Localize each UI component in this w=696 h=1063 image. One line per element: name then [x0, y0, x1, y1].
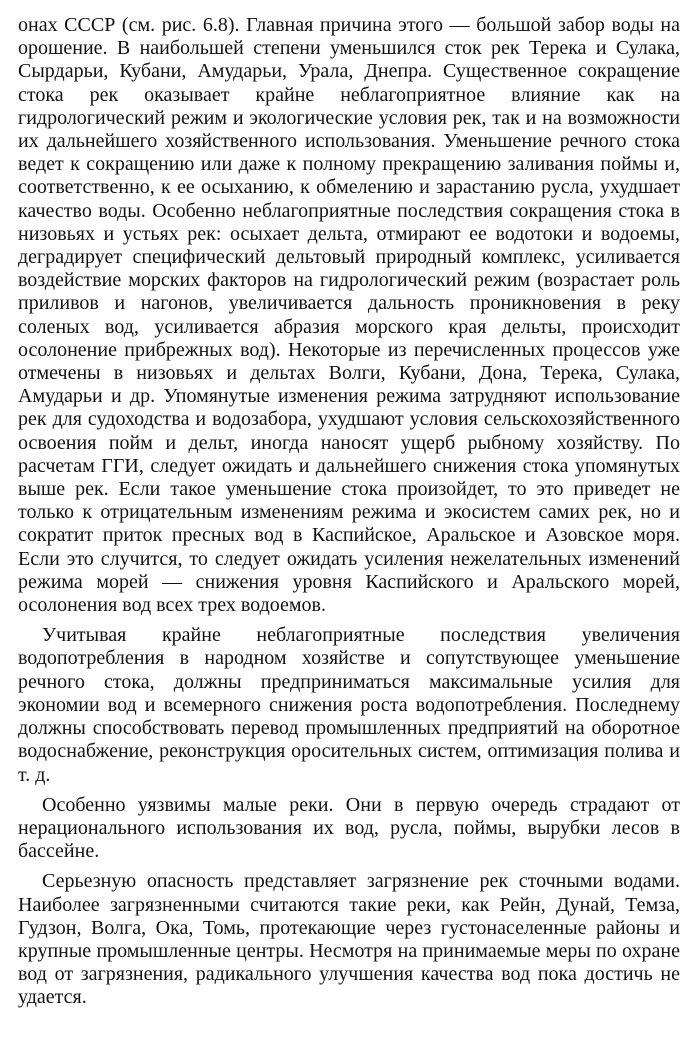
paragraph-river-runoff-decline: онах СССР (см. рис. 6.8). Главная причина этого — большой забор воды на орошение. В наибольшей степени уменьшился сток рек Терека и Сулака, Сырдарьи, Кубани, Амударьи, Урала, Днепра. Существенное сокращение стока рек оказывает крайне неблагоприятное влияние как на гидрологический режим и экологические условия рек, так и на возможности их дальнейшего хозяйственного использования. Уменьшение речного стока ведет к сокращению или даже к полному прекращению заливания поймы и, соответственно, к ее осыханию, к обмелению и зарастанию русла, ухудшает качество воды. Особенно неблагоприятные последствия сокращения стока в низовьях и устьях рек: осыхает дельта, отмирают ее водотоки и водоемы, деградирует специфический дельтовый природный комплекс, усиливается воздействие морских факторов на гидрологический режим (возрастает роль приливов и нагонов, увеличивается дальность проникновения в реку соленых вод, усиливается абразия морского края дельты, происходит осолонение прибрежных вод). Некоторые из перечисленных процессов уже отмечены в низовьях и дельтах Волги, Кубани, Дона, Терека, Сулака, Амударьи и др. Упомянутые изменения режима затрудняют использование рек для судоходства и водозабора, ухудшают условия сельскохозяйственного освоения пойм и дельт, иногда наносят ущерб рыбному хозяйству. По расчетам ГГИ, следует ожидать и дальнейшего снижения стока упомянутых выше рек. Если такое уменьшение стока произойдет, то это приведет не только к отрицательным изменениям режима и экосистем самих рек, но и сократит приток пресных вод в Каспийское, Аральское и Азовское моря. Если это случится, то следует ожидать усиления нежелательных изменений режима морей — снижения уровня Каспийского и Аральского морей, осолонения вод всех трех водоемов.	[18, 14, 680, 617]
paragraph-small-rivers: Особенно уязвимы малые реки. Они в первую очередь страдают от нерационального использования их вод, русла, поймы, вырубки лесов в бассейне.	[18, 793, 680, 863]
paragraph-water-saving-measures: Учитывая крайне неблагоприятные последствия увеличения водопотребления в народном хозяйстве и сопутствующее уменьшение речного стока, должны предприниматься максимальные усилия для экономии вод и всемерного снижения роста водопотребления. Последнему должны способствовать перевод промышленных предприятий на оборотное водоснабжение, реконструкция оросительных систем, оптимизация полива и т. д.	[18, 624, 680, 786]
paragraph-river-pollution: Серьезную опасность представляет загрязнение рек сточными водами. Наиболее загрязненными считаются такие реки, как Рейн, Дунай, Темза, Гудзон, Волга, Ока, Томь, протекающие через густонаселенные районы и крупные промышленные центры. Несмотря на принимаемые меры по охране вод от загрязнения, радикального улучшения качества вод пока достичь не удается.	[18, 870, 680, 1009]
document-page	[18, 14, 680, 1017]
